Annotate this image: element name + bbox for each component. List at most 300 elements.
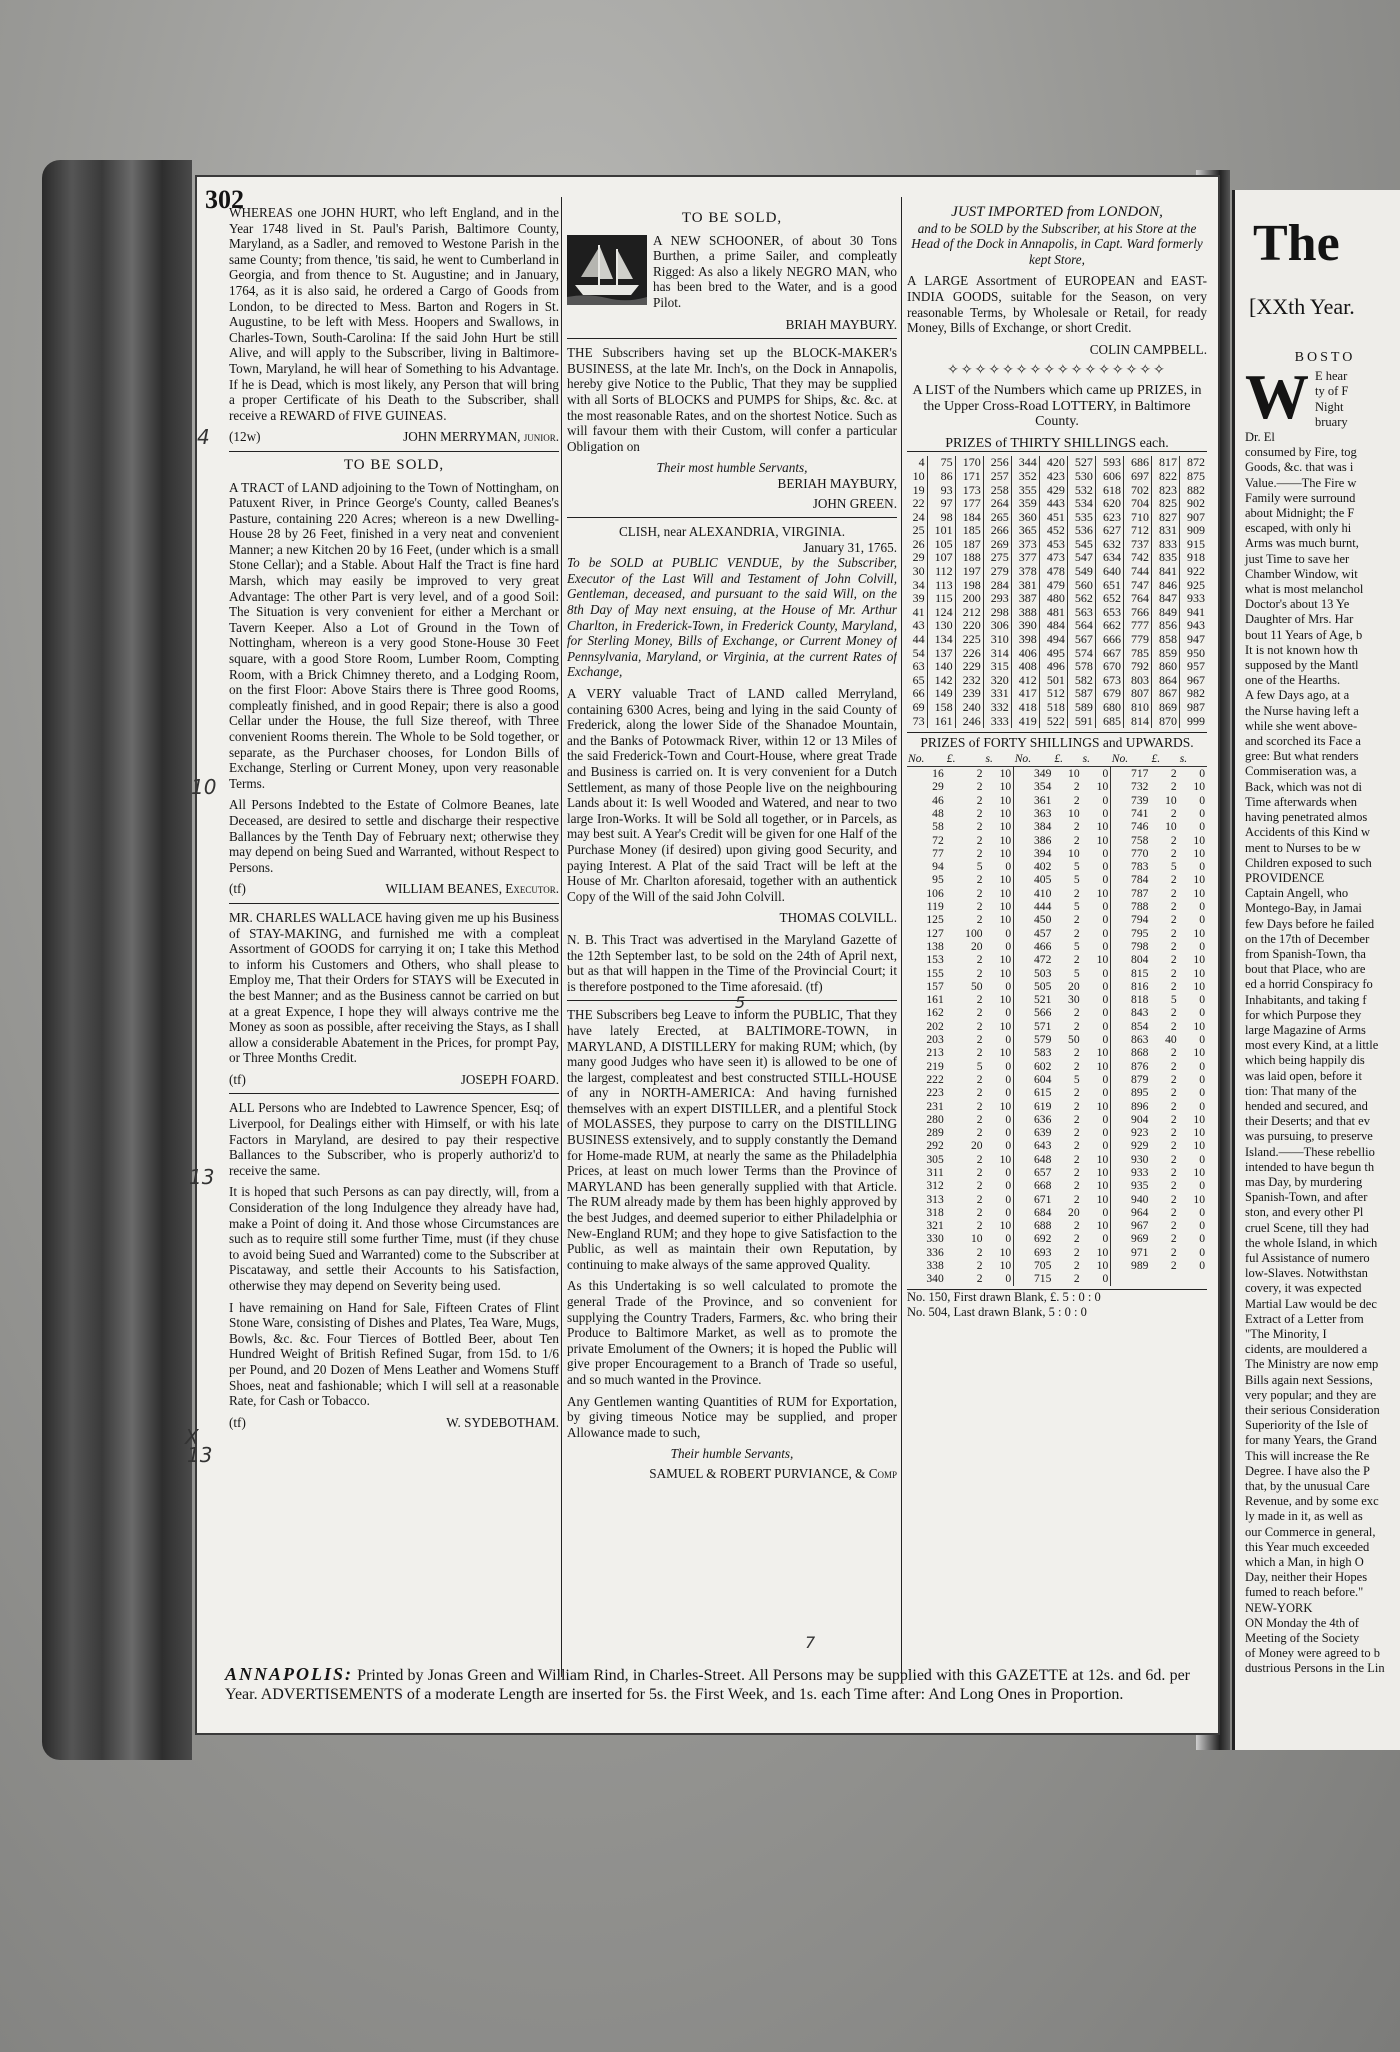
table-cell: 306 xyxy=(983,619,1011,633)
table-cell: 310 xyxy=(983,633,1011,647)
table-cell: 10 xyxy=(999,900,1012,914)
table-cell: 10 xyxy=(1165,820,1177,834)
table-cell: 93 xyxy=(927,484,955,498)
table-cell: 632 xyxy=(1095,538,1123,552)
table-row xyxy=(907,551,1207,565)
table-cell: 657 xyxy=(1014,1166,1054,1179)
table-cell: 2 xyxy=(1170,1245,1177,1259)
table-cell: 2 xyxy=(1073,1139,1080,1153)
table-cell: 0 xyxy=(1102,1232,1109,1246)
table-cell: 2 xyxy=(976,993,983,1007)
table-cell: 512 xyxy=(1039,687,1067,701)
notice-mark: (tf) xyxy=(805,978,823,994)
facing-line: hended and secured, and xyxy=(1245,1098,1368,1113)
facing-line: from Spanish-Town, tha xyxy=(1245,946,1366,961)
table-row xyxy=(907,1073,1207,1086)
table-cell: 2 xyxy=(1073,1219,1080,1233)
table-cell: 2 xyxy=(1170,966,1177,980)
table-cell: 770 xyxy=(1111,847,1151,860)
table-cell: 604 xyxy=(1014,1073,1054,1086)
table-cell: 48 xyxy=(932,806,944,820)
table-cell: 321 xyxy=(926,1219,944,1233)
facing-line: bout that Place, who are xyxy=(1245,962,1366,977)
facing-line: Night xyxy=(1315,399,1344,414)
table-cell: 667 xyxy=(1095,647,1123,661)
table-cell: 2 xyxy=(1073,886,1080,900)
facing-line: Commiseration was, a xyxy=(1245,764,1357,779)
table-row xyxy=(907,953,1207,966)
table-cell: 10 xyxy=(1096,833,1109,847)
facing-line: intended to have begun th xyxy=(1245,1159,1375,1174)
table-cell: 651 xyxy=(1095,579,1123,593)
spencer-notice-text-3: I have remaining on Hand for Sale, Fifteen Crates of Flint Stone Ware, consisting of Dishes and Plates, Tea Ware, Mugs, Bowls, &c. &c. Four Tierces of Bottled Beer, about Ten Hundred Weight of British Refined Sugar, from 15d. to 1/6 per Pound, and 20 Dozen of Mens Leather and Womens Stuff Shoes, neat and fashionable; which I will sell at a reasonable Rate, for Cash or Tobacco. xyxy=(229,1299,559,1409)
table-cell: 10 xyxy=(1193,953,1205,967)
table-cell: 354 xyxy=(1014,780,1054,793)
table-cell: 2 xyxy=(976,1179,983,1193)
table-cell: 314 xyxy=(983,647,1011,661)
table-cell: 10 xyxy=(1096,1059,1109,1073)
table-cell: 2 xyxy=(976,1086,983,1100)
table-row xyxy=(907,1086,1207,1099)
table-cell: 10 xyxy=(1068,846,1080,860)
table-cell: 583 xyxy=(1014,1046,1054,1059)
table-cell: 265 xyxy=(983,511,1011,525)
column-header: No. xyxy=(1014,751,1054,767)
table-cell: 702 xyxy=(1123,484,1151,498)
table-cell: 671 xyxy=(1014,1193,1054,1206)
table-row xyxy=(907,1113,1207,1126)
blockmaker-notice-text: THE Subscribers having set up the BLOCK-MAKER's BUSINESS, at the late Mr. Inch's, on the Dock in Annapolis, hereby give Notice to the Public, That they may be supplied with all Sorts of BLOCKS and PUMPS for Ships, &c. &c. at the most reasonable Rates, and on the shortest Notice. Such as will favour them with their Custom, will confer a particular Obligation on xyxy=(567,345,897,454)
table-cell: 94 xyxy=(932,860,944,874)
table-cell: 0 xyxy=(1102,900,1109,914)
table-cell: 501 xyxy=(1039,674,1067,688)
table-cell: 10 xyxy=(999,913,1012,927)
facing-line: their Deserts; and that ev xyxy=(1245,1114,1370,1129)
table-cell: 41 xyxy=(912,604,925,619)
table-cell: 817 xyxy=(1151,456,1179,470)
table-cell: 2 xyxy=(1073,1112,1080,1126)
table-cell: 618 xyxy=(1095,484,1123,498)
table-cell: 0 xyxy=(1102,1126,1109,1140)
table-cell: 2 xyxy=(1170,1179,1177,1193)
table-cell: 915 xyxy=(1180,538,1207,552)
table-cell: 2 xyxy=(976,806,983,820)
facing-line: bout 11 Years of Age, b xyxy=(1245,627,1363,642)
table-cell xyxy=(1111,1272,1151,1285)
facing-line: Superiority of the Isle of xyxy=(1245,1418,1368,1433)
table-cell: 527 xyxy=(1067,456,1095,470)
table-cell: 352 xyxy=(1011,470,1039,484)
column-rule xyxy=(561,197,562,1677)
table-cell: 293 xyxy=(983,592,1011,606)
table-cell: 66 xyxy=(912,686,925,701)
table-cell: 258 xyxy=(983,484,1011,498)
signature-text: JOHN MERRYMAN, junior. xyxy=(403,429,559,445)
schooner-notice-text: A NEW SCHOONER, of about 30 Tons Burthen, a prime Sailer, and compleatly Rigged: As also a likely NEGRO MAN, who has been bred to the Water, and is a good Pilot. xyxy=(653,232,897,310)
table-cell: 0 xyxy=(1005,1165,1012,1179)
facing-line: Time afterwards when xyxy=(1245,794,1358,809)
table-cell: 5 xyxy=(976,1059,983,1073)
facing-line: consumed by Fire, tog xyxy=(1245,445,1357,460)
facing-line: NEW-YORK xyxy=(1245,1600,1313,1615)
table-row xyxy=(907,1126,1207,1139)
table-row xyxy=(907,967,1207,980)
column-header: s. xyxy=(1179,751,1207,767)
table-cell: 0 xyxy=(1102,993,1109,1007)
table-cell: 0 xyxy=(1005,1139,1012,1153)
distillery-notice-text-2: As this Undertaking is so well calculated to promote the general Trade of the Province, and so convenient for supplying the Country Traders, Farmers, &c. who bring their Produce to Baltimore Market, as well as to promote the private Emolument of the Owners; it is hoped the Public will give proper Encouragement to a Branch of Trade so useful, and so much wanted in the Province. xyxy=(567,1278,897,1387)
table-cell: 10 xyxy=(999,1152,1012,1166)
table-row xyxy=(907,794,1207,807)
table-cell: 2 xyxy=(976,1072,983,1086)
table-cell: 2 xyxy=(976,1219,983,1233)
table-cell: 882 xyxy=(1180,484,1207,498)
table-cell: 496 xyxy=(1039,660,1067,674)
table-cell: 10 xyxy=(1068,806,1080,820)
table-cell: 0 xyxy=(1199,1152,1205,1166)
table-cell: 2 xyxy=(1170,953,1177,967)
table-cell: 25 xyxy=(912,523,925,538)
table-cell: 39 xyxy=(912,591,925,606)
table-row xyxy=(907,940,1207,953)
column-header: No. xyxy=(1111,751,1151,767)
table-cell: 615 xyxy=(1014,1086,1054,1099)
table-cell: 536 xyxy=(1067,524,1095,538)
table-cell: 220 xyxy=(955,619,983,633)
table-row xyxy=(907,1272,1207,1285)
facing-line: having penetrated almos xyxy=(1245,810,1368,825)
table-cell: 896 xyxy=(1111,1100,1151,1113)
table-cell: 0 xyxy=(1102,1072,1109,1086)
table-cell: 2 xyxy=(976,1152,983,1166)
table-cell: 134 xyxy=(927,633,955,647)
table-cell: 10 xyxy=(1193,780,1205,794)
table-cell: 895 xyxy=(1111,1086,1151,1099)
table-cell: 2 xyxy=(1170,1205,1177,1219)
table-row xyxy=(907,1179,1207,1192)
table-cell: 2 xyxy=(976,833,983,847)
table-cell: 298 xyxy=(983,606,1011,620)
table-cell: 922 xyxy=(1180,565,1207,579)
table-cell: 831 xyxy=(1151,524,1179,538)
table-cell: 503 xyxy=(1014,967,1054,980)
table-cell: 0 xyxy=(1005,1086,1012,1100)
table-cell: 697 xyxy=(1123,470,1151,484)
table-cell: 2 xyxy=(1170,1232,1177,1246)
table-cell: 875 xyxy=(1180,470,1207,484)
table-cell: 77 xyxy=(932,846,944,860)
table-cell: 10 xyxy=(1193,833,1205,847)
table-cell: 222 xyxy=(926,1072,944,1086)
table-cell: 320 xyxy=(983,674,1011,688)
table-cell: 106 xyxy=(926,886,944,900)
table-cell: 29 xyxy=(932,780,944,794)
table-cell: 746 xyxy=(1111,820,1151,833)
table-cell: 10 xyxy=(1193,873,1205,887)
table-cell: 971 xyxy=(1111,1246,1151,1259)
table-cell: 30 xyxy=(912,564,925,579)
table-cell: 387 xyxy=(1011,592,1039,606)
facing-line: Island.——These rebellio xyxy=(1245,1144,1375,1159)
column-header: No. xyxy=(907,751,946,767)
table-cell: 5 xyxy=(1170,993,1177,1007)
table-cell: 419 xyxy=(1011,715,1039,729)
table-cell: 10 xyxy=(1096,780,1109,794)
table-row xyxy=(907,538,1207,552)
table-cell: 398 xyxy=(1011,633,1039,647)
table-cell: 2 xyxy=(976,1033,983,1047)
table-cell: 2 xyxy=(1170,979,1177,993)
table-cell: 0 xyxy=(1005,979,1012,993)
table-cell: 904 xyxy=(1111,1113,1151,1126)
table-cell: 2 xyxy=(976,1192,983,1206)
table-cell: 50 xyxy=(970,979,983,993)
divider xyxy=(567,1000,897,1001)
footer-place: ANNAPOLIS: xyxy=(225,1664,354,1684)
facing-line: ed a horrid Conspiracy fo xyxy=(1245,977,1373,992)
table-cell: 153 xyxy=(926,953,944,967)
table-cell: 532 xyxy=(1067,484,1095,498)
table-cell: 479 xyxy=(1039,579,1067,593)
table-cell: 0 xyxy=(1005,1192,1012,1206)
table-cell: 2 xyxy=(1170,1112,1177,1126)
table-cell: 2 xyxy=(976,1099,983,1113)
table-row xyxy=(907,1259,1207,1272)
table-cell: 5 xyxy=(1073,860,1080,874)
table-cell: 318 xyxy=(926,1205,944,1219)
table-cell: 213 xyxy=(926,1046,944,1060)
table-cell: 668 xyxy=(1014,1179,1054,1192)
facing-line: while she went above- xyxy=(1245,718,1358,733)
table-cell: 279 xyxy=(983,565,1011,579)
table-row xyxy=(907,565,1207,579)
table-cell: 360 xyxy=(1011,511,1039,525)
table-cell: 964 xyxy=(1111,1206,1151,1219)
table-cell: 232 xyxy=(955,674,983,688)
table-cell: 187 xyxy=(955,538,983,552)
table-cell: 0 xyxy=(1102,966,1109,980)
table-cell: 0 xyxy=(1005,1272,1012,1286)
table-cell: 10 xyxy=(1096,1099,1109,1113)
table-cell: 10 xyxy=(1193,1165,1205,1179)
page-number: 302 xyxy=(205,185,244,214)
table-cell: 313 xyxy=(926,1192,944,1206)
table-cell: 872 xyxy=(1180,456,1207,470)
table-cell: 289 xyxy=(926,1126,944,1140)
table-cell: 560 xyxy=(1067,579,1095,593)
facing-line: Accidents of this Kind w xyxy=(1245,825,1370,840)
facing-line: Bills again next Sessions, xyxy=(1245,1372,1373,1387)
table-cell: 344 xyxy=(1011,456,1039,470)
table-cell: 10 xyxy=(999,767,1012,781)
table-cell: 2 xyxy=(976,793,983,807)
thirty-shillings-table xyxy=(907,456,1207,728)
table-cell: 854 xyxy=(1111,1020,1151,1033)
table-cell: 10 xyxy=(999,833,1012,847)
table-cell: 804 xyxy=(1111,953,1151,966)
table-cell: 44 xyxy=(912,632,925,647)
table-cell: 338 xyxy=(926,1259,944,1273)
table-cell: 739 xyxy=(1111,794,1151,807)
divider xyxy=(229,903,559,904)
table-cell: 349 xyxy=(1014,767,1054,781)
table-cell: 0 xyxy=(1199,820,1205,834)
table-cell: 50 xyxy=(1068,1033,1080,1047)
table-row xyxy=(907,715,1207,729)
facing-line: the Nurse having left a xyxy=(1245,703,1359,718)
table-cell: 155 xyxy=(926,966,944,980)
thirty-shillings-title: PRIZES of THIRTY SHILLINGS each. xyxy=(907,436,1207,453)
table-cell: 933 xyxy=(1180,592,1207,606)
table-cell: 2 xyxy=(976,780,983,794)
table-cell: 97 xyxy=(927,497,955,511)
table-cell: 198 xyxy=(955,579,983,593)
table-cell: 10 xyxy=(999,846,1012,860)
table-cell: 451 xyxy=(1039,511,1067,525)
table-cell: 0 xyxy=(1005,1179,1012,1193)
table-cell: 943 xyxy=(1180,619,1207,633)
table-cell: 2 xyxy=(1170,806,1177,820)
table-cell: 712 xyxy=(1123,524,1151,538)
table-cell: 138 xyxy=(926,939,944,953)
table-cell: 534 xyxy=(1067,497,1095,511)
table-cell: 930 xyxy=(1111,1153,1151,1166)
table-cell: 20 xyxy=(970,1139,983,1153)
facing-line: about Midnight; the F xyxy=(1245,506,1355,521)
table-cell xyxy=(1150,1272,1178,1285)
table-cell: 0 xyxy=(1005,1033,1012,1047)
margin-mark: 5 xyxy=(735,993,746,1012)
table-cell: 715 xyxy=(1014,1272,1054,1285)
table-cell: 2 xyxy=(1073,913,1080,927)
table-row xyxy=(907,633,1207,647)
table-cell: 0 xyxy=(1102,913,1109,927)
table-cell: 847 xyxy=(1151,592,1179,606)
table-cell: 10 xyxy=(1096,1219,1109,1233)
table-row xyxy=(907,1020,1207,1033)
table-cell: 950 xyxy=(1180,647,1207,661)
table-cell: 787 xyxy=(1111,887,1151,900)
table-cell: 0 xyxy=(1102,1006,1109,1020)
facing-line: what is most melanchol xyxy=(1245,582,1364,597)
table-row xyxy=(907,927,1207,940)
table-cell: 410 xyxy=(1014,887,1054,900)
table-row xyxy=(907,1153,1207,1166)
table-cell: 5 xyxy=(1073,900,1080,914)
table-cell: 275 xyxy=(983,551,1011,565)
table-cell: 549 xyxy=(1067,565,1095,579)
table-cell: 10 xyxy=(999,820,1012,834)
table-cell: 967 xyxy=(1111,1219,1151,1232)
table-cell: 0 xyxy=(1102,979,1109,993)
nb-text: N. B. This Tract was advertised in the Maryland Gazette of the 12th September last, to be sold on the 24th of April next, but as that will happen in the Time of the Provincial Court; it is therefore postponed to the Time aforesaid. xyxy=(567,931,897,994)
table-cell: 473 xyxy=(1039,551,1067,565)
facing-line: was pursuing, to preserve xyxy=(1245,1129,1373,1144)
table-cell: 2 xyxy=(1170,1046,1177,1060)
facing-page-year: [XXth Year. xyxy=(1249,294,1355,319)
table-cell: 744 xyxy=(1123,565,1151,579)
margin-mark: 13 xyxy=(189,1165,215,1189)
table-cell: 686 xyxy=(1123,456,1151,470)
table-cell: 0 xyxy=(1199,1099,1205,1113)
ornament-divider: ✧✧✧✧✧✧✧✧✧✧✧✧✧✧✧✧ xyxy=(947,363,1167,379)
table-cell: 2 xyxy=(1073,1019,1080,1033)
table-cell: 0 xyxy=(1199,1059,1205,1073)
table-cell: 2 xyxy=(1073,780,1080,794)
table-cell: 363 xyxy=(1014,807,1054,820)
column-header: £. xyxy=(946,751,985,767)
table-cell: 815 xyxy=(1111,967,1151,980)
facing-line: gree: But what renders xyxy=(1245,749,1359,764)
facing-line: just Time to save her xyxy=(1245,551,1350,566)
table-cell: 2 xyxy=(1170,1086,1177,1100)
facing-line: Captain Angell, who xyxy=(1245,886,1349,901)
table-cell: 2 xyxy=(1073,1126,1080,1140)
table-cell: 2 xyxy=(1170,1165,1177,1179)
table-cell: 340 xyxy=(926,1272,944,1286)
table-row xyxy=(907,456,1207,470)
signature-text: W. SYDEBOTHAM. xyxy=(446,1414,559,1430)
table-cell: 450 xyxy=(1014,913,1054,926)
table-cell: 2 xyxy=(1073,1165,1080,1179)
table-cell: 935 xyxy=(1111,1179,1151,1192)
table-cell: 10 xyxy=(1193,926,1205,940)
facing-line: tion: That many of the xyxy=(1245,1083,1357,1098)
table-cell: 870 xyxy=(1151,715,1179,729)
table-cell: 0 xyxy=(1005,1006,1012,1020)
table-cell: 246 xyxy=(955,715,983,729)
table-cell: 332 xyxy=(983,701,1011,715)
table-cell: 0 xyxy=(1102,1112,1109,1126)
table-cell: 452 xyxy=(1039,524,1067,538)
divider xyxy=(567,338,897,339)
table-cell: 2 xyxy=(1170,1006,1177,1020)
facing-line: Montego-Bay, in Jamai xyxy=(1245,901,1362,916)
table-row xyxy=(907,1046,1207,1059)
table-cell: 5 xyxy=(1073,939,1080,953)
table-cell: 2 xyxy=(1170,873,1177,887)
table-cell: 704 xyxy=(1123,497,1151,511)
campbell-signature: COLIN CAMPBELL. xyxy=(1089,341,1207,357)
table-cell: 2 xyxy=(1170,846,1177,860)
table-cell: 2 xyxy=(1073,1259,1080,1273)
table-cell: 315 xyxy=(983,660,1011,674)
table-cell: 30 xyxy=(1068,993,1080,1007)
table-cell: 969 xyxy=(1111,1232,1151,1245)
table-cell: 0 xyxy=(1102,939,1109,953)
table-cell: 418 xyxy=(1011,701,1039,715)
facing-line: E hear xyxy=(1315,369,1348,384)
table-cell: 545 xyxy=(1067,538,1095,552)
table-row xyxy=(907,887,1207,900)
table-cell: 10 xyxy=(999,966,1012,980)
table-cell: 10 xyxy=(1096,1152,1109,1166)
table-cell: 2 xyxy=(1073,820,1080,834)
table-cell: 162 xyxy=(926,1006,944,1020)
facing-line: The Ministry are now emp xyxy=(1245,1357,1379,1372)
table-cell: 0 xyxy=(1102,1019,1109,1033)
hurt-notice-signature xyxy=(229,429,559,445)
notice-heading: TO BE SOLD, xyxy=(681,210,783,226)
table-row xyxy=(907,497,1207,511)
facing-line: Dr. El xyxy=(1245,430,1275,445)
facing-line: Arms was much burnt, xyxy=(1245,536,1359,551)
table-cell: 2 xyxy=(1170,833,1177,847)
divider xyxy=(567,517,897,518)
table-cell: 0 xyxy=(1102,1033,1109,1047)
table-row xyxy=(907,1033,1207,1046)
signature-text: WILLIAM BEANES, Executor. xyxy=(385,881,559,897)
